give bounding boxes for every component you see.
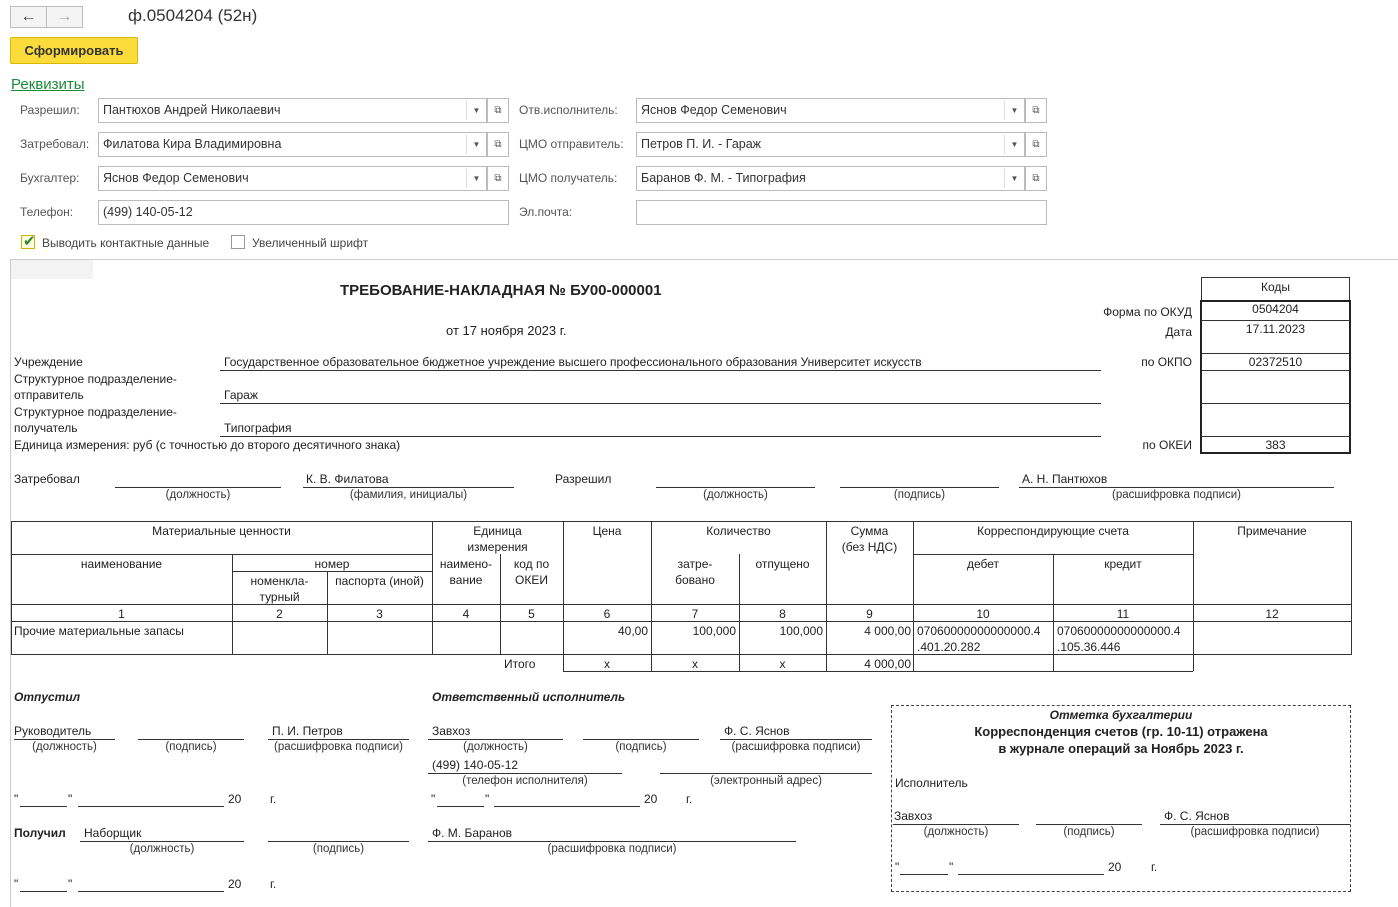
table-border: [11, 554, 433, 555]
table-border: [11, 604, 1352, 605]
quote: ": [14, 877, 19, 891]
approved-label: Разрешил:: [20, 103, 80, 117]
position-caption: (должность): [32, 741, 97, 753]
quote: ": [431, 792, 436, 806]
receiver-field[interactable]: [636, 166, 1025, 191]
codes-divider: [1201, 436, 1350, 437]
quote: ": [485, 792, 490, 806]
open-icon[interactable]: ⧉: [1025, 166, 1047, 191]
responsible-position: Завхоз: [432, 724, 471, 738]
signature-caption: (подпись): [615, 741, 667, 753]
sender-dept-value: Гараж: [224, 388, 258, 402]
table-border: [11, 654, 1352, 655]
header-accounts: Корреспондирующие счета: [977, 524, 1129, 538]
sign-line: [14, 739, 115, 740]
sender-value: Петров П. И. - Гараж: [641, 137, 762, 151]
table-border: [1193, 521, 1194, 671]
col-number: 1: [118, 607, 125, 621]
col-number: 8: [779, 607, 786, 621]
institution-label: Учреждение: [14, 355, 83, 369]
open-icon[interactable]: ⧉: [487, 166, 509, 191]
header-credit: кредит: [1104, 557, 1142, 571]
approved-value: Пантюхов Андрей Николаевич: [103, 103, 281, 117]
responsible-phone: (499) 140-05-12: [432, 758, 519, 772]
col-number: 7: [691, 607, 699, 621]
sign-line: [428, 841, 796, 842]
large-font-label: Увеличенный шрифт: [252, 236, 369, 250]
mark-position: Завхоз: [894, 809, 933, 823]
open-icon[interactable]: ⧉: [1025, 98, 1047, 123]
institution-value: Государственное образовательное бюджетное учреждение высшего профессионального образования Университет искусств: [224, 355, 922, 369]
approved-doc-name: А. Н. Пантюхов: [1022, 472, 1108, 486]
receiver-label: ЦМО получатель:: [519, 171, 618, 185]
sign-line: [268, 841, 409, 842]
sign-line: [80, 841, 244, 842]
chevron-down-icon[interactable]: ▼: [466, 169, 486, 188]
details-link[interactable]: Реквизиты: [11, 76, 85, 93]
codes-divider: [1201, 403, 1350, 404]
header-name: наименование: [80, 557, 163, 571]
total-x: x: [604, 657, 610, 671]
receiver-dept-label: Структурное подразделение-: [14, 405, 177, 419]
year-suffix: г.: [1151, 860, 1158, 874]
codes-label: Коды: [1260, 280, 1291, 294]
total-x: x: [692, 657, 698, 671]
sign-line: [115, 487, 281, 488]
show-contacts-label: Выводить контактные данные: [42, 236, 210, 250]
receiver-dept-line: [220, 436, 1101, 437]
header-note: Примечание: [1237, 524, 1307, 538]
header-passport: паспорта (иной): [335, 574, 424, 588]
document-top-border: [10, 259, 1398, 260]
col-number: 9: [866, 607, 873, 621]
year-prefix: 20: [228, 877, 242, 891]
header-sum2: (без НДС): [841, 540, 898, 554]
year-suffix: г.: [270, 792, 277, 806]
sign-line: [958, 874, 1104, 875]
sign-line: [656, 487, 815, 488]
row-name: Прочие материальные запасы: [14, 624, 184, 638]
email-label: Эл.почта:: [519, 205, 573, 219]
large-font-checkbox[interactable]: [231, 235, 245, 249]
sign-line: [660, 773, 872, 774]
header-nomenclature2: турный: [259, 590, 300, 604]
email-caption: (электронный адрес): [710, 775, 822, 787]
received-position: Наборщик: [84, 826, 142, 840]
col-number: 4: [462, 607, 470, 621]
year-suffix: г.: [686, 792, 693, 806]
email-input[interactable]: [636, 200, 1047, 225]
col-number: 5: [528, 607, 535, 621]
accountant-value: Яснов Федор Семенович: [103, 171, 249, 185]
quote: ": [68, 877, 73, 891]
total-sum: 4 000,00: [864, 657, 911, 671]
header-goods: Материальные ценности: [152, 524, 291, 538]
open-icon[interactable]: ⧉: [1025, 132, 1047, 157]
quote: ": [895, 860, 900, 874]
sign-line: [1160, 824, 1350, 825]
chevron-down-icon[interactable]: ▼: [1004, 101, 1024, 120]
header-unit-code2: ОКЕИ: [515, 573, 548, 587]
sender-field[interactable]: [636, 132, 1025, 157]
sign-line: [428, 739, 563, 740]
col-number: 10: [976, 607, 990, 621]
institution-line: [220, 370, 1101, 371]
sender-dept-line: [220, 403, 1101, 404]
accounting-mark-line1: Корреспонденция счетов (гр. 10-11) отражена: [974, 724, 1268, 739]
check-icon: ✔: [23, 233, 36, 250]
approved-doc-label: Разрешил: [555, 472, 612, 486]
header-unit-name2: вание: [449, 573, 483, 587]
header-requested2: бовано: [675, 573, 715, 587]
table-border: [563, 671, 1193, 672]
position-caption: (должность): [165, 489, 231, 501]
header-unit-code: код по: [513, 557, 550, 571]
quote: ": [68, 792, 73, 806]
year-prefix: 20: [228, 792, 242, 806]
show-contacts-checkbox[interactable]: [21, 235, 35, 249]
requested-value: Филатова Кира Владимировна: [103, 137, 282, 151]
table-border: [913, 521, 914, 671]
forward-button[interactable]: →: [46, 6, 83, 28]
approved-field[interactable]: [98, 98, 487, 123]
position-caption: (должность): [129, 843, 195, 855]
signature-caption: (подпись): [893, 489, 946, 501]
table-border: [233, 571, 432, 572]
phone-label: Телефон:: [20, 205, 74, 219]
chevron-down-icon[interactable]: ▼: [1004, 135, 1024, 154]
header-nomenclature: номенкла-: [250, 574, 309, 588]
document-title: ТРЕБОВАНИЕ-НАКЛАДНАЯ № БУ00-000001: [340, 282, 662, 299]
requested-doc-name: К. В. Филатова: [306, 472, 389, 486]
codes-divider: [1201, 370, 1350, 371]
accountant-label: Бухгалтер:: [20, 171, 80, 185]
quote: ": [949, 860, 954, 874]
decode-caption: (расшифровка подписи): [731, 741, 861, 753]
unit-label: Единица измерения: руб (с точностью до второго десятичного знака): [14, 438, 401, 452]
window-title: ф.0504204 (52н): [128, 6, 258, 25]
year-prefix: 20: [1108, 860, 1122, 874]
sign-line: [583, 739, 699, 740]
header-requested: затре-: [677, 557, 713, 571]
signature-caption: (подпись): [165, 741, 217, 753]
table-border: [563, 521, 564, 671]
sign-line: [303, 487, 514, 488]
responsible-name: Ф. С. Яснов: [724, 724, 790, 738]
sign-line: [437, 806, 484, 807]
receiver-dept-value: Типография: [224, 421, 292, 435]
col-number: 11: [1116, 607, 1130, 621]
col-number: 6: [603, 607, 611, 621]
received-label: Получил: [14, 826, 66, 840]
fio-caption: (фамилия, инициалы): [349, 489, 468, 501]
total-label: Итого: [504, 657, 536, 671]
header-unit-name: наимено-: [439, 557, 493, 571]
sign-line: [720, 739, 872, 740]
sign-line: [1036, 824, 1142, 825]
requested-field[interactable]: [98, 132, 487, 157]
row-requested: 100,000: [692, 624, 736, 638]
executor-label: Исполнитель: [895, 776, 968, 790]
sender-dept-label: Структурное подразделение-: [14, 372, 177, 386]
codes-divider: [1201, 353, 1350, 354]
received-name: Ф. М. Баранов: [432, 826, 513, 840]
decode-caption: (расшифровка подписи): [547, 843, 677, 855]
header-unit: Единица: [473, 524, 522, 538]
phone-input[interactable]: (499) 140-05-12: [98, 200, 509, 225]
phone-caption: (телефон исполнителя): [462, 775, 588, 787]
responsible-field[interactable]: [636, 98, 1025, 123]
okpo-label: по ОКПО: [1141, 355, 1192, 369]
position-caption: (должность): [463, 741, 528, 753]
sign-line: [900, 874, 948, 875]
signature-caption: (подпись): [1063, 826, 1115, 838]
sign-line: [1019, 487, 1334, 488]
header-sum: Сумма: [850, 524, 889, 538]
position-caption: (должность): [703, 489, 768, 501]
quote: ": [14, 792, 19, 806]
accounting-mark-line2: в журнале операций за Ноябрь 2023 г.: [998, 741, 1244, 756]
okpo-value: 02372510: [1248, 355, 1303, 369]
sign-line: [268, 739, 409, 740]
sign-line: [138, 739, 244, 740]
receiver-value: Баранов Ф. М. - Типография: [641, 171, 806, 185]
requested-doc-label: Затребовал: [14, 472, 80, 486]
chevron-down-icon[interactable]: ▼: [466, 135, 486, 154]
table-border: [651, 521, 652, 671]
row-credit: 07060000000000000.4: [1057, 624, 1181, 638]
sign-line: [893, 824, 1019, 825]
sign-line: [20, 891, 67, 892]
generate-button[interactable]: Сформировать: [10, 37, 138, 64]
header-quantity: Количество: [706, 524, 771, 538]
decode-caption: (расшифровка подписи): [1190, 826, 1320, 838]
signature-caption: (подпись): [312, 843, 365, 855]
row-sum: 4 000,00: [864, 624, 911, 638]
header-number: номер: [314, 557, 350, 571]
decode-caption: (расшифровка подписи): [1112, 489, 1241, 501]
chevron-down-icon[interactable]: ▼: [1004, 169, 1024, 188]
responsible-value: Яснов Федор Семенович: [641, 103, 787, 117]
sign-line: [20, 806, 67, 807]
sender-dept-label2: отправитель: [14, 388, 84, 402]
receiver-dept-label2: получатель: [14, 421, 78, 435]
date-code-value: 17.11.2023: [1245, 322, 1306, 336]
date-code-label: Дата: [1165, 325, 1192, 339]
released-heading: Отпустил: [14, 690, 81, 704]
requested-label: Затребовал:: [20, 137, 90, 151]
decode-caption: (расшифровка подписи): [274, 741, 403, 753]
sign-line: [494, 806, 640, 807]
chevron-down-icon[interactable]: ▼: [466, 101, 486, 120]
open-icon[interactable]: ⧉: [487, 132, 509, 157]
header-price: Цена: [592, 524, 622, 538]
sign-line: [428, 773, 622, 774]
head-position: Руководитель: [14, 724, 92, 738]
year-prefix: 20: [644, 792, 658, 806]
responsible-label: Отв.исполнитель:: [519, 103, 618, 117]
col-number: 2: [276, 607, 283, 621]
row-price: 40,00: [617, 624, 648, 638]
table-border: [1351, 521, 1352, 654]
accountant-field[interactable]: [98, 166, 487, 191]
row-released: 100,000: [779, 624, 823, 638]
row-debit2: .401.20.282: [917, 640, 981, 654]
header-released: отпущено: [755, 557, 810, 571]
codes-divider: [1201, 320, 1350, 321]
okud-value: 0504204: [1252, 302, 1299, 316]
col-number: 3: [376, 607, 383, 621]
table-border: [11, 621, 1352, 622]
okei-label: по ОКЕИ: [1142, 438, 1192, 452]
mark-name: Ф. С. Яснов: [1164, 809, 1230, 823]
back-button[interactable]: ←: [10, 6, 47, 28]
header-unit2: измерения: [467, 540, 528, 554]
table-border: [11, 521, 1352, 522]
sign-line: [78, 806, 224, 807]
document-date: от 17 ноября 2023 г.: [446, 323, 567, 338]
year-suffix: г.: [270, 877, 277, 891]
table-border: [11, 521, 12, 654]
accounting-mark-title: Отметка бухгалтерии: [1049, 708, 1193, 722]
position-caption: (должность): [923, 826, 989, 838]
responsible-heading: Ответственный исполнитель: [432, 690, 626, 704]
okud-label: Форма по ОКУД: [1103, 305, 1192, 319]
sign-line: [840, 487, 999, 488]
head-name: П. И. Петров: [272, 724, 343, 738]
okei-value: 383: [1265, 438, 1286, 452]
header-debit: дебет: [966, 557, 1000, 571]
col-number: 12: [1265, 607, 1279, 621]
total-x: x: [779, 657, 786, 671]
sender-label: ЦМО отправитель:: [519, 137, 624, 151]
sign-line: [78, 891, 224, 892]
row-debit: 07060000000000000.4: [917, 624, 1041, 638]
open-icon[interactable]: ⧉: [487, 98, 509, 123]
row-credit2: .105.36.446: [1057, 640, 1121, 654]
report-cell-marker: [11, 260, 93, 279]
